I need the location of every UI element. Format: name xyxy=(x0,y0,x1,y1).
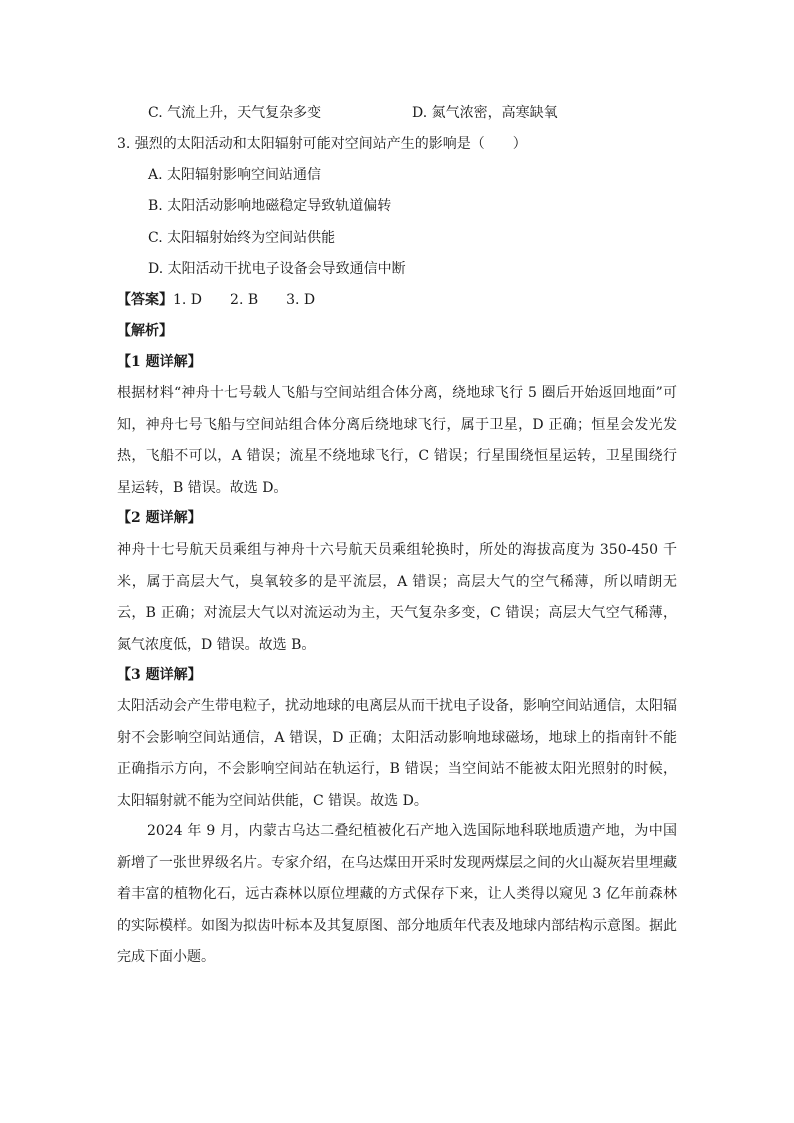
detail-2-heading: 【2 题详解】 xyxy=(117,510,202,526)
detail-3-heading: 【3 题详解】 xyxy=(117,667,202,683)
detail-3-body xyxy=(117,691,677,817)
q3-option-b: B. 太阳活动影响地磁稳定导致轨道偏转 xyxy=(148,198,392,214)
material-paragraph xyxy=(117,816,677,974)
detail-2-text: 神舟十七号航天员乘组与神舟十六号航天员乘组轮换时，所处的海拔高度为 350-450 千米，属于高层大气，臭氧较多的是平流层，A 错误；高层大气的空气稀薄，所以晴朗无云，B 正确；对流层大气以对流运动为主，天气复杂多变，C 错误；高层大气空气稀薄，氮气浓度低，D 错误。故选 B。 xyxy=(117,542,677,653)
detail-1-body xyxy=(117,378,677,504)
material-text: 2024 年 9 月，内蒙古乌达二叠纪植被化石产地入选国际地科联地质遗产地，为中国新增了一张世界级名片。专家介绍，在乌达煤田开采时发现两煤层之间的火山凝灰岩里埋藏着丰富的植物化石，远古森林以原位埋藏的方式保存下来，让人类得以窥见 3 亿年前森林的实际模样。如图为拟齿叶标本及其复原图、部分地质年代表及地球内部结构示意图。据此完成下面小题。 xyxy=(117,823,677,965)
analysis-label: 【解析】 xyxy=(117,323,173,339)
detail-1-text: 根据材料“神舟十七号载人飞船与空间站组合体分离，绕地球飞行 5 圈后开始返回地面”可知，神舟七号飞船与空间站组合体分离后绕地球飞行，属于卫星，D 正确；恒星会发光发热，飞船不可以，A 错误；流星不绕地球飞行，C 错误；行星围绕恒星运转，卫星围绕行星运转，B 错误。故选 D。 xyxy=(117,385,677,496)
q2-option-d: D. 氮气浓密，高寒缺氧 xyxy=(412,105,558,121)
q2-option-c: C. 气流上升，天气复杂多变 xyxy=(148,105,322,121)
answer-label: 【答案】 xyxy=(117,292,173,308)
detail-1-heading: 【1 题详解】 xyxy=(117,354,202,370)
q2-options-row xyxy=(148,103,558,123)
q3-option-d: D. 太阳活动干扰电子设备会导致通信中断 xyxy=(148,261,406,277)
detail-2-body xyxy=(117,535,677,661)
answer-text: 1. D 2. B 3. D xyxy=(173,292,316,308)
q3-option-c: C. 太阳辐射始终为空间站供能 xyxy=(148,230,336,246)
detail-3-text: 太阳活动会产生带电粒子，扰动地球的电离层从而干扰电子设备，影响空间站通信，太阳辐射不会影响空间站通信，A 错误，D 正确；太阳活动影响地球磁场，地球上的指南针不能正确指示方向，不会影响空间站在轨运行，B 错误；当空间站不能被太阳光照射的时候，太阳辐射就不能为空间站供能，C 错误。故选 D。 xyxy=(117,698,677,809)
q3-stem: 3. 强烈的太阳活动和太阳辐射可能对空间站产生的影响是（ ） xyxy=(117,136,527,152)
q3-option-a: A. 太阳辐射影响空间站通信 xyxy=(148,167,322,183)
answer-line xyxy=(117,290,315,310)
